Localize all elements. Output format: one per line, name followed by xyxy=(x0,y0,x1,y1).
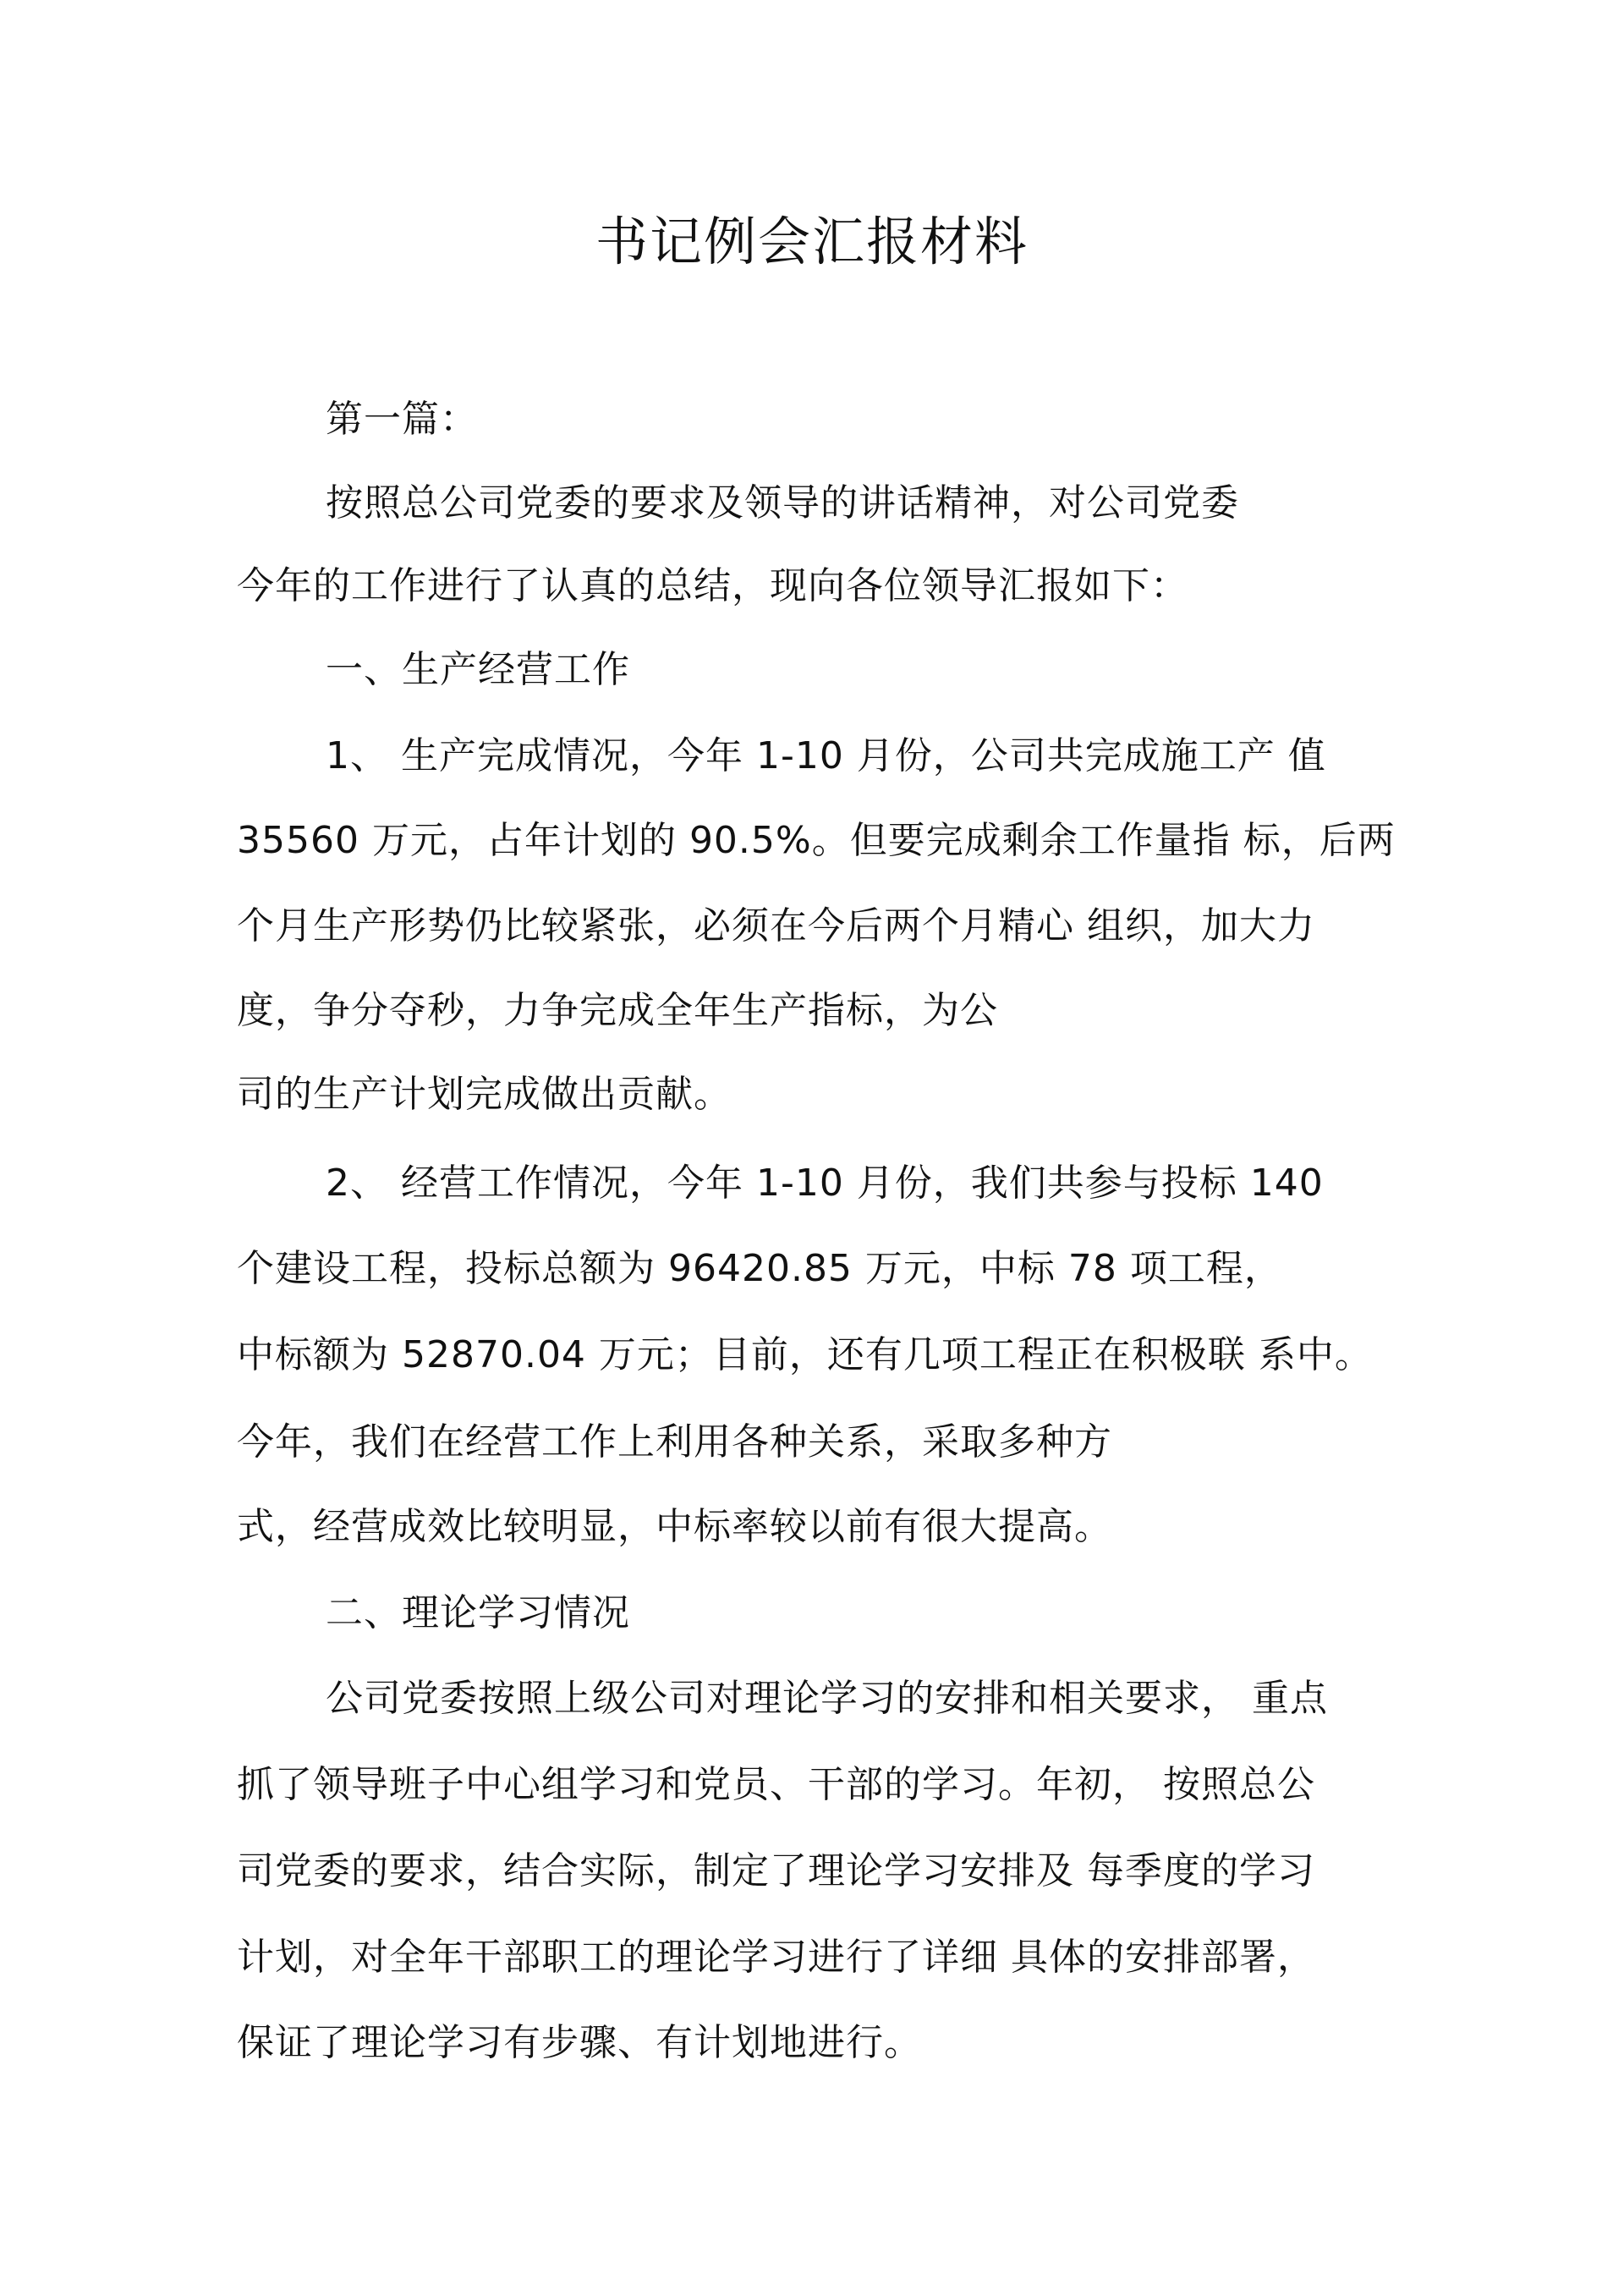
paragraph-line: 司的生产计划完成做出贡献。 xyxy=(237,1073,732,1116)
section-heading: 二、理论学习情况 xyxy=(326,1591,630,1634)
paragraph-line: 按照总公司党委的要求及领导的讲话精神，对公司党委 xyxy=(326,481,1239,525)
paragraph-line: 式，经营成效比较明显，中标率较以前有很大提高。 xyxy=(237,1505,1112,1548)
paragraph-line: 今年，我们在经营工作上利用各种关系，采取多种方 xyxy=(237,1420,1112,1464)
section-heading-part-one: 第一篇： xyxy=(326,398,478,441)
paragraph-line: 今年的工作进行了认真的总结，现向各位领导汇报如下： xyxy=(237,564,1188,607)
paragraph-line: 35560 万元，占年计划的 90.5%。但要完成剩余工作量指 标，后两 xyxy=(237,819,1396,862)
document-title: 书记例会汇报材料 xyxy=(595,211,1029,272)
paragraph-line: 保证了理论学习有步骤、有计划地进行。 xyxy=(237,2021,922,2064)
paragraph-line: 司党委的要求，结合实际，制定了理论学习安排及 每季度的学习 xyxy=(237,1849,1315,1892)
section-heading: 一、生产经营工作 xyxy=(326,648,630,691)
paragraph-line: 度，争分夺秒，力争完成全年生产指标，为公 xyxy=(237,989,998,1032)
paragraph-line: 个月生产形势仍比较紧张，必须在今后两个月精心 组织，加大力 xyxy=(237,904,1315,948)
paragraph-line: 中标额为 52870.04 万元；目前，还有几项工程正在积极联 系中。 xyxy=(237,1333,1373,1376)
paragraph-line: 计划，对全年干部职工的理论学习进行了详细 具体的安排部署， xyxy=(237,1936,1315,1979)
paragraph-line: 公司党委按照上级公司对理论学习的安排和相关要求， 重点 xyxy=(326,1677,1328,1720)
paragraph-line: 个建设工程，投标总额为 96420.85 万元，中标 78 项工程， xyxy=(237,1247,1282,1290)
paragraph-line: 2、 经营工作情况，今年 1-10 月份，我们共参与投标 140 xyxy=(326,1162,1324,1205)
paragraph-line: 抓了领导班子中心组学习和党员、干部的学习。年初， 按照总公 xyxy=(237,1763,1315,1806)
paragraph-line: 1、 生产完成情况，今年 1-10 月份，公司共完成施工产 值 xyxy=(326,734,1326,777)
